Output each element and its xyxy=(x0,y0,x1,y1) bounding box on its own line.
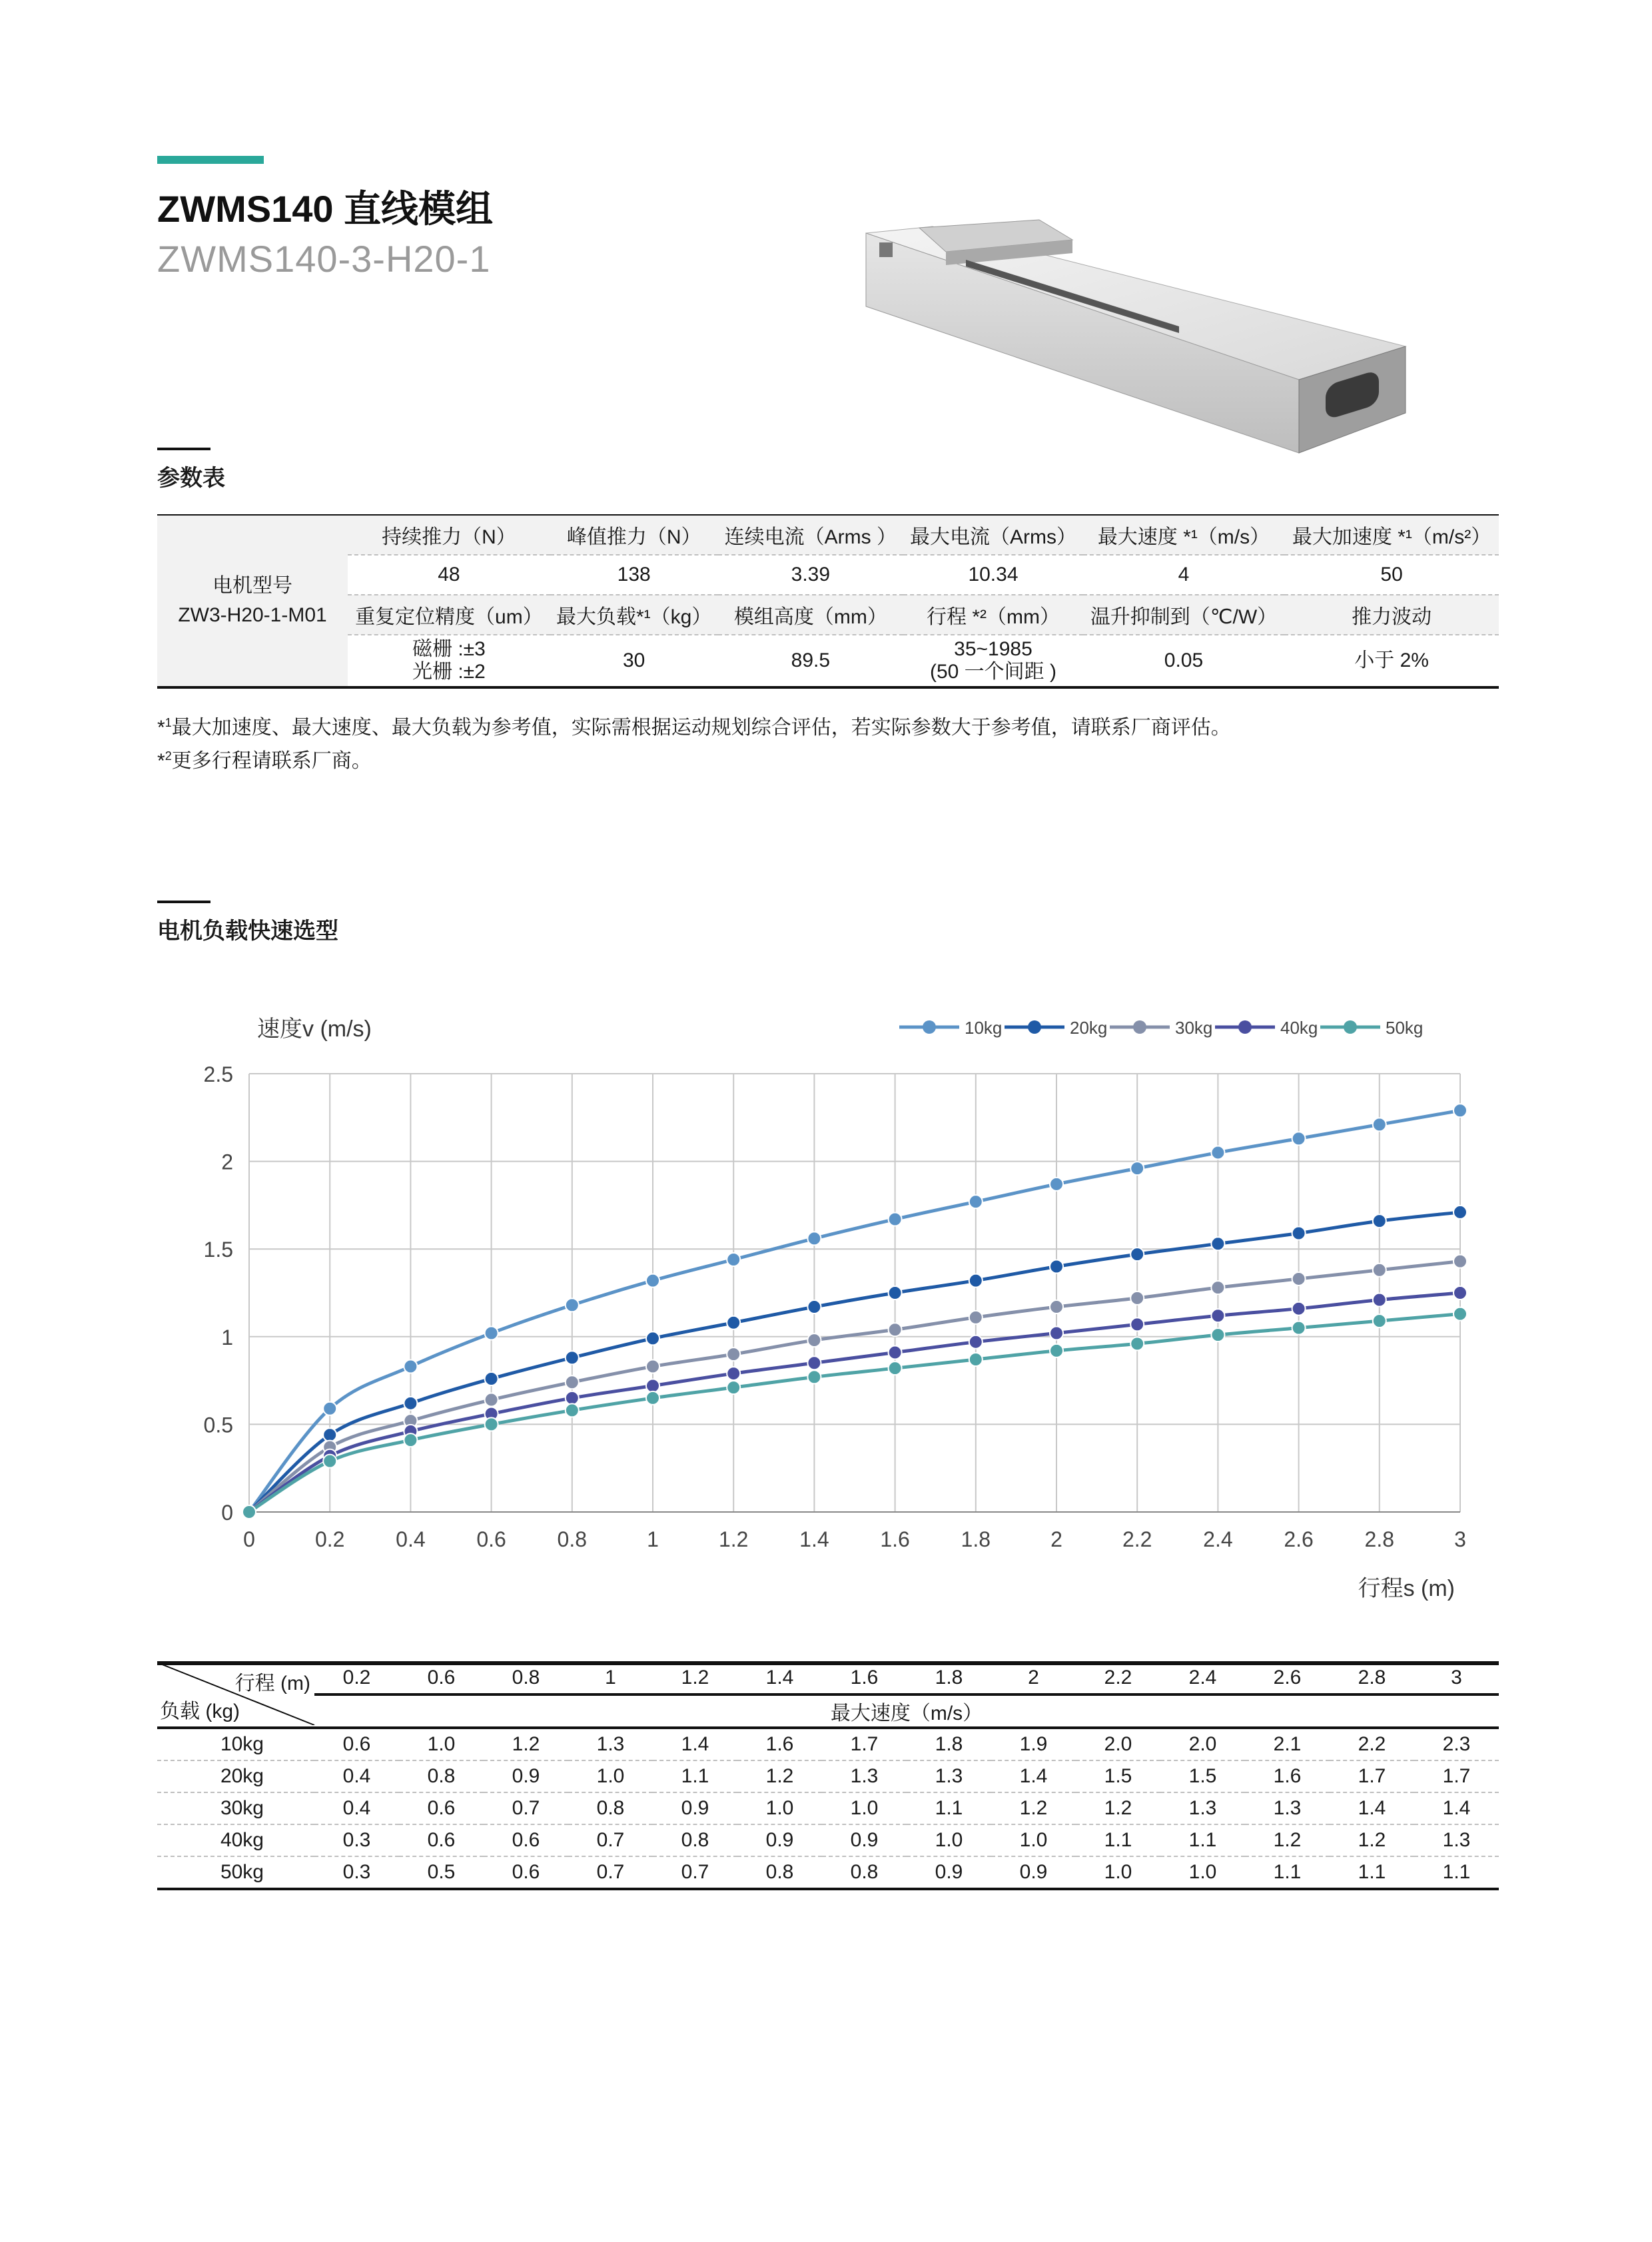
legend-label: 10kg xyxy=(965,1018,1003,1038)
stroke-header-cell: 2.8 xyxy=(1330,1663,1414,1694)
spec-value: 0.05 xyxy=(1083,635,1284,687)
data-point-30kg xyxy=(1292,1272,1306,1286)
speed-cell: 1.6 xyxy=(1245,1760,1330,1792)
speed-table xyxy=(157,1663,1499,1890)
load-label: 10kg xyxy=(157,1728,314,1760)
speed-cell: 0.7 xyxy=(568,1824,653,1856)
data-point-40kg xyxy=(566,1391,579,1405)
data-point-30kg xyxy=(566,1375,579,1389)
spec-header: 行程 *²（mm） xyxy=(903,595,1083,635)
speed-cell: 0.5 xyxy=(399,1856,484,1889)
data-point-30kg xyxy=(1050,1300,1063,1313)
spec-header: 最大速度 *¹（m/s） xyxy=(1083,516,1284,555)
speed-cell: 1.7 xyxy=(822,1728,907,1760)
speed-cell: 1.7 xyxy=(1330,1760,1414,1792)
data-point-20kg xyxy=(1373,1214,1386,1228)
stroke-value xyxy=(903,635,1083,687)
data-point-30kg xyxy=(1373,1264,1386,1277)
data-point-20kg xyxy=(323,1428,336,1441)
stroke-header-cell: 2.2 xyxy=(1076,1663,1160,1694)
data-point-30kg xyxy=(1130,1292,1144,1305)
section-title-params: 参数表 xyxy=(157,460,225,492)
data-point-50kg xyxy=(1292,1321,1306,1335)
data-point-10kg xyxy=(566,1298,579,1311)
legend-marker xyxy=(923,1020,936,1034)
x-tick-label: 2.2 xyxy=(1122,1527,1152,1551)
speed-cell: 1.2 xyxy=(484,1728,568,1760)
speed-cell: 1.5 xyxy=(1160,1760,1245,1792)
x-tick-label: 0.2 xyxy=(314,1527,345,1551)
precision-optical: 光栅 :±2 xyxy=(412,661,486,683)
model-value: ZW3-H20-1-M01 xyxy=(178,604,327,626)
spec-value: 3.39 xyxy=(718,555,904,595)
speed-cell: 0.3 xyxy=(314,1824,399,1856)
table-row xyxy=(157,1824,1499,1856)
stroke-header-cell: 1.2 xyxy=(653,1663,737,1694)
data-point-10kg xyxy=(646,1274,659,1288)
table-row xyxy=(157,1760,1499,1792)
load-label: 20kg xyxy=(157,1760,314,1792)
data-point-10kg xyxy=(1292,1132,1306,1145)
speed-cell: 1.3 xyxy=(1160,1792,1245,1824)
data-point-10kg xyxy=(807,1232,821,1245)
speed-cell: 1.4 xyxy=(653,1728,737,1760)
table-row xyxy=(157,1856,1499,1889)
speed-cell: 1.3 xyxy=(907,1760,991,1792)
speed-cell: 1.2 xyxy=(991,1792,1076,1824)
data-point-10kg xyxy=(1373,1118,1386,1131)
data-point-40kg xyxy=(1453,1286,1467,1300)
data-point-50kg xyxy=(1211,1328,1224,1341)
data-point-20kg xyxy=(1050,1260,1063,1274)
page-subtitle: ZWMS140-3-H20-1 xyxy=(157,238,491,280)
speed-cell: 1.3 xyxy=(568,1728,653,1760)
x-tick-label: 2.6 xyxy=(1284,1527,1314,1551)
spec-header: 持续推力（N） xyxy=(348,516,550,555)
spec-header: 重复定位精度（um） xyxy=(348,595,550,635)
data-point-10kg xyxy=(485,1327,498,1340)
data-point-30kg xyxy=(807,1333,821,1347)
stroke-header-cell: 1.6 xyxy=(822,1663,907,1694)
x-tick-label: 1.4 xyxy=(799,1527,829,1551)
speed-cell: 0.8 xyxy=(653,1824,737,1856)
series-line-40kg xyxy=(249,1293,1460,1512)
data-point-10kg xyxy=(404,1360,417,1373)
data-point-20kg xyxy=(485,1372,498,1385)
stroke-header-cell: 1.4 xyxy=(737,1663,822,1694)
chart-grid xyxy=(249,1074,1460,1512)
data-point-20kg xyxy=(1292,1227,1306,1240)
data-point-20kg xyxy=(646,1331,659,1345)
data-point-10kg xyxy=(1211,1146,1224,1159)
legend-label: 40kg xyxy=(1280,1018,1318,1038)
legend-label: 20kg xyxy=(1070,1018,1108,1038)
data-point-50kg xyxy=(485,1417,498,1431)
speed-cell: 1.4 xyxy=(991,1760,1076,1792)
stroke-header-cell: 0.8 xyxy=(484,1663,568,1694)
data-point-50kg xyxy=(242,1505,256,1519)
spec-value: 10.34 xyxy=(903,555,1083,595)
speed-cell: 1.9 xyxy=(991,1728,1076,1760)
speed-cell: 1.2 xyxy=(1330,1824,1414,1856)
spec-value: 89.5 xyxy=(718,635,904,687)
data-point-10kg xyxy=(1453,1104,1467,1117)
speed-cell: 0.9 xyxy=(653,1792,737,1824)
speed-cell: 1.3 xyxy=(1245,1792,1330,1824)
spec-table xyxy=(157,516,1499,689)
speed-cell: 1.0 xyxy=(822,1792,907,1824)
speed-cell: 1.4 xyxy=(1414,1792,1499,1824)
chart-ticks xyxy=(204,1062,1466,1551)
data-point-20kg xyxy=(1130,1248,1144,1261)
speed-cell: 0.7 xyxy=(653,1856,737,1889)
speed-cell: 1.1 xyxy=(1076,1824,1160,1856)
speed-cell: 1.3 xyxy=(1414,1824,1499,1856)
legend-marker xyxy=(1344,1020,1357,1034)
data-point-50kg xyxy=(1130,1337,1144,1350)
data-point-30kg xyxy=(969,1311,983,1324)
spec-value: 48 xyxy=(348,555,550,595)
y-tick-label: 2 xyxy=(221,1150,233,1174)
speed-cell: 1.2 xyxy=(737,1760,822,1792)
footnotes xyxy=(157,709,1231,775)
speed-cell: 1.5 xyxy=(1076,1760,1160,1792)
model-label: 电机型号 xyxy=(212,575,292,597)
data-point-50kg xyxy=(807,1370,821,1383)
spec-header: 峰值推力（N） xyxy=(550,516,718,555)
page-title: ZWMS140 直线模组 xyxy=(157,188,494,230)
data-point-50kg xyxy=(1453,1308,1467,1321)
speed-cell: 1.2 xyxy=(1076,1792,1160,1824)
data-point-40kg xyxy=(646,1379,659,1392)
data-point-30kg xyxy=(727,1347,740,1361)
x-tick-label: 0.4 xyxy=(396,1527,426,1551)
load-label: 40kg xyxy=(157,1824,314,1856)
stroke-header-cell: 2.4 xyxy=(1160,1663,1245,1694)
x-axis-label: 行程s (m) xyxy=(1358,1576,1455,1601)
x-tick-label: 1 xyxy=(647,1527,659,1551)
speed-cell: 0.9 xyxy=(484,1760,568,1792)
data-point-10kg xyxy=(889,1212,902,1226)
data-point-10kg xyxy=(727,1253,740,1266)
data-point-50kg xyxy=(404,1433,417,1447)
data-point-20kg xyxy=(1453,1206,1467,1219)
x-tick-label: 2.8 xyxy=(1364,1527,1395,1551)
stroke-header-cell: 2 xyxy=(991,1663,1076,1694)
spec-value: 50 xyxy=(1284,555,1499,595)
series-line-20kg xyxy=(249,1212,1460,1512)
speed-cell: 2.0 xyxy=(1076,1728,1160,1760)
y-tick-label: 2.5 xyxy=(203,1062,233,1086)
data-point-20kg xyxy=(727,1316,740,1329)
speed-cell: 1.1 xyxy=(907,1792,991,1824)
y-tick-label: 0.5 xyxy=(203,1413,233,1437)
footnote-2: *$^2$更多行程请联系厂商。 xyxy=(157,749,372,772)
data-point-10kg xyxy=(969,1195,983,1208)
data-point-50kg xyxy=(323,1455,336,1468)
speed-cell: 1.7 xyxy=(1414,1760,1499,1792)
y-tick-label: 1 xyxy=(221,1325,233,1349)
x-tick-label: 2 xyxy=(1050,1527,1062,1551)
speed-cell: 0.9 xyxy=(737,1824,822,1856)
data-point-30kg xyxy=(1453,1255,1467,1268)
x-tick-label: 2.4 xyxy=(1203,1527,1233,1551)
speed-cell: 1.1 xyxy=(653,1760,737,1792)
speed-cell: 0.6 xyxy=(484,1824,568,1856)
x-tick-label: 3 xyxy=(1454,1527,1466,1551)
corner-load-label: 负载 (kg) xyxy=(160,1700,240,1722)
data-point-50kg xyxy=(566,1403,579,1417)
y-tick-label: 1.5 xyxy=(203,1238,233,1262)
speed-cell: 1.8 xyxy=(907,1728,991,1760)
x-tick-label: 0.8 xyxy=(557,1527,588,1551)
data-point-30kg xyxy=(646,1360,659,1373)
data-point-30kg xyxy=(485,1393,498,1407)
stroke-header-cell: 1 xyxy=(568,1663,653,1694)
footnote-1: *$^1$最大加速度、最大速度、最大负载为参考值，实际需根据运动规划综合评估，若实际参数大于参考值，请联系厂商评估。 xyxy=(157,716,1231,739)
data-point-50kg xyxy=(1050,1344,1063,1357)
data-point-40kg xyxy=(889,1345,902,1359)
accent-bar xyxy=(157,156,264,164)
data-point-50kg xyxy=(889,1361,902,1375)
speed-cell: 1.0 xyxy=(1076,1856,1160,1889)
spec-header: 最大电流（Arms） xyxy=(903,516,1083,555)
table-row xyxy=(157,1792,1499,1824)
spec-header: 最大负载*¹（kg） xyxy=(550,595,718,635)
speed-cell: 1.0 xyxy=(568,1760,653,1792)
chart-legend xyxy=(899,1018,1423,1038)
corner-stroke-label: 行程 (m) xyxy=(234,1673,310,1694)
spec-header: 连续电流（Arms ） xyxy=(718,516,904,555)
data-point-30kg xyxy=(1211,1281,1224,1294)
data-point-50kg xyxy=(969,1353,983,1366)
table-subheader: 最大速度（m/s） xyxy=(314,1694,1499,1728)
speed-cell: 1.2 xyxy=(1245,1824,1330,1856)
speed-cell: 1.0 xyxy=(907,1824,991,1856)
data-point-20kg xyxy=(889,1286,902,1300)
data-point-40kg xyxy=(969,1335,983,1349)
speed-cell: 0.8 xyxy=(737,1856,822,1889)
stroke-header-cell: 0.6 xyxy=(399,1663,484,1694)
y-tick-label: 0 xyxy=(221,1501,233,1525)
x-tick-label: 1.8 xyxy=(961,1527,991,1551)
data-point-20kg xyxy=(969,1274,983,1288)
spec-header: 最大加速度 *¹（m/s²） xyxy=(1284,516,1499,555)
speed-cell: 1.3 xyxy=(822,1760,907,1792)
x-tick-label: 0.6 xyxy=(476,1527,506,1551)
legend-marker xyxy=(1133,1020,1146,1034)
legend-marker xyxy=(1238,1020,1252,1034)
speed-cell: 1.0 xyxy=(737,1792,822,1824)
speed-cell: 2.3 xyxy=(1414,1728,1499,1760)
data-point-40kg xyxy=(1292,1302,1306,1315)
y-axis-label: 速度v (m/s) xyxy=(257,1016,372,1042)
data-point-50kg xyxy=(1373,1314,1386,1327)
legend-label: 30kg xyxy=(1175,1018,1213,1038)
speed-cell: 1.1 xyxy=(1414,1856,1499,1889)
speed-cell: 0.4 xyxy=(314,1760,399,1792)
table-header-row xyxy=(157,1663,1499,1694)
data-point-10kg xyxy=(323,1402,336,1415)
section-title-selection: 电机负载快速选型 xyxy=(157,913,338,945)
speed-cell: 0.7 xyxy=(484,1792,568,1824)
spec-value: 138 xyxy=(550,555,718,595)
stroke-header-cell: 1.8 xyxy=(907,1663,991,1694)
spec-value: 小于 2% xyxy=(1284,635,1499,687)
speed-cell: 0.9 xyxy=(991,1856,1076,1889)
spec-value: 4 xyxy=(1083,555,1284,595)
stroke-header-cell: 0.2 xyxy=(314,1663,399,1694)
legend-label: 50kg xyxy=(1386,1018,1424,1038)
model-cell xyxy=(157,516,348,687)
data-point-30kg xyxy=(889,1323,902,1336)
legend-marker xyxy=(1028,1020,1041,1034)
speed-cell: 0.8 xyxy=(822,1856,907,1889)
load-label: 50kg xyxy=(157,1856,314,1889)
stroke-step: (50 一个间距 ) xyxy=(929,661,1056,683)
data-point-20kg xyxy=(1211,1237,1224,1250)
speed-cell: 0.4 xyxy=(314,1792,399,1824)
data-point-40kg xyxy=(807,1356,821,1369)
speed-cell: 1.4 xyxy=(1330,1792,1414,1824)
load-label: 30kg xyxy=(157,1792,314,1824)
precision-value xyxy=(348,635,550,687)
speed-cell: 1.0 xyxy=(399,1728,484,1760)
x-tick-label: 1.2 xyxy=(718,1527,749,1551)
data-point-40kg xyxy=(727,1367,740,1380)
speed-cell: 0.6 xyxy=(399,1824,484,1856)
speed-cell: 0.6 xyxy=(314,1728,399,1760)
data-point-20kg xyxy=(404,1397,417,1410)
speed-cell: 1.0 xyxy=(1160,1856,1245,1889)
data-point-10kg xyxy=(1130,1162,1144,1175)
speed-cell: 2.1 xyxy=(1245,1728,1330,1760)
data-point-10kg xyxy=(1050,1178,1063,1191)
chart-series xyxy=(242,1104,1467,1519)
table-body xyxy=(157,1728,1499,1889)
stroke-range: 35~1985 xyxy=(954,638,1032,660)
precision-magnetic: 磁栅 :±3 xyxy=(412,638,486,660)
speed-stroke-chart xyxy=(160,999,1492,1612)
x-tick-label: 1.6 xyxy=(880,1527,910,1551)
linear-module-image xyxy=(859,213,1419,460)
data-point-20kg xyxy=(807,1300,821,1313)
data-point-40kg xyxy=(1130,1317,1144,1331)
data-point-50kg xyxy=(646,1391,659,1405)
speed-cell: 0.7 xyxy=(568,1856,653,1889)
data-point-20kg xyxy=(566,1351,579,1364)
speed-cell: 1.1 xyxy=(1330,1856,1414,1889)
speed-cell: 0.8 xyxy=(568,1792,653,1824)
speed-cell: 2.2 xyxy=(1330,1728,1414,1760)
speed-cell: 1.6 xyxy=(737,1728,822,1760)
spec-header: 温升抑制到（℃/W） xyxy=(1083,595,1284,635)
data-point-40kg xyxy=(1373,1294,1386,1307)
speed-cell: 2.0 xyxy=(1160,1728,1245,1760)
spec-header: 模组高度（mm） xyxy=(718,595,904,635)
stroke-header-cell: 3 xyxy=(1414,1663,1499,1694)
spec-header: 推力波动 xyxy=(1284,595,1499,635)
data-point-50kg xyxy=(727,1381,740,1394)
stroke-header-cell: 2.6 xyxy=(1245,1663,1330,1694)
data-point-40kg xyxy=(1211,1309,1224,1322)
speed-cell: 1.1 xyxy=(1160,1824,1245,1856)
series-line-50kg xyxy=(249,1314,1460,1512)
speed-cell: 0.3 xyxy=(314,1856,399,1889)
speed-cell: 1.1 xyxy=(1245,1856,1330,1889)
speed-cell: 1.0 xyxy=(991,1824,1076,1856)
table-row xyxy=(157,1728,1499,1760)
data-point-40kg xyxy=(1050,1327,1063,1340)
speed-cell: 0.9 xyxy=(822,1824,907,1856)
x-tick-label: 0 xyxy=(243,1527,255,1551)
speed-cell: 0.9 xyxy=(907,1856,991,1889)
spec-value: 30 xyxy=(550,635,718,687)
speed-cell: 0.8 xyxy=(399,1760,484,1792)
speed-cell: 0.6 xyxy=(484,1856,568,1889)
corner-cell xyxy=(157,1663,314,1728)
speed-cell: 0.6 xyxy=(399,1792,484,1824)
